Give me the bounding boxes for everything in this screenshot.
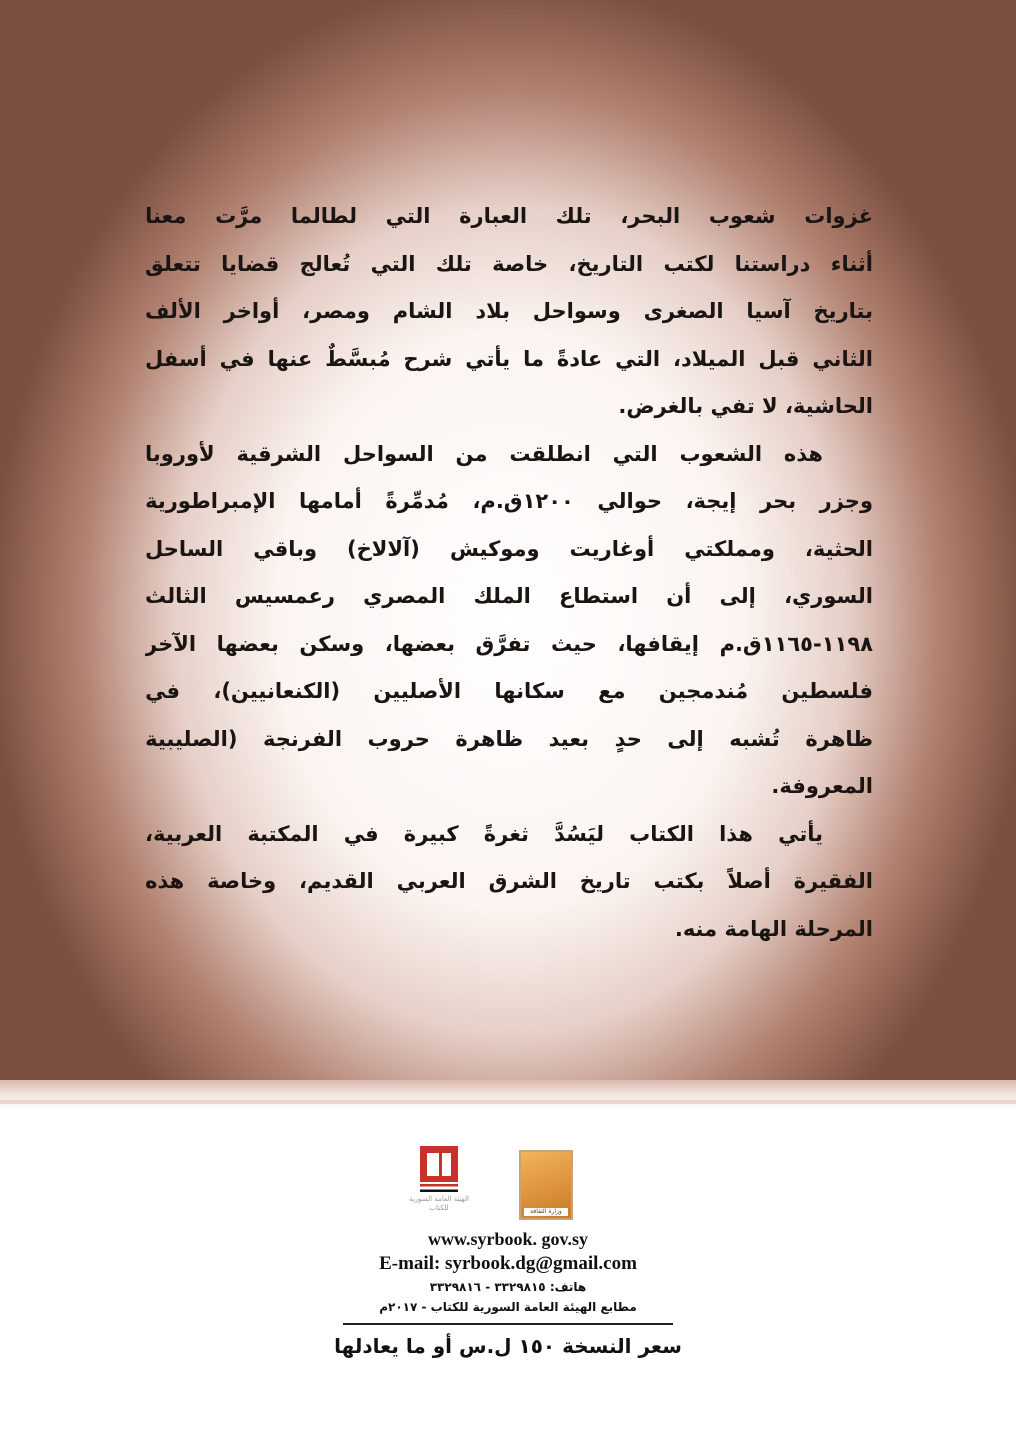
printer-text: مطابع الهيئة العامة السورية للكتاب - ٢٠١٧م bbox=[379, 1300, 637, 1314]
price-text: سعر النسخة ١٥٠ ل.س أو ما يعادلها bbox=[334, 1334, 682, 1358]
divider bbox=[343, 1323, 673, 1325]
text-line: المرحلة الهامة منه. bbox=[674, 916, 873, 941]
divider-stripe bbox=[0, 1100, 1016, 1104]
text-line: الحاشية، لا تفي بالغرض. bbox=[618, 394, 873, 418]
publisher-logos bbox=[0, 1140, 1016, 1225]
text-line: الثاني قبل الميلاد، التي عادةً ما يأتي شرح مُبسَّطٌ عنها في أسفل bbox=[145, 346, 873, 371]
ministry-logo-caption: وزارة الثقافة bbox=[524, 1208, 568, 1216]
text-line: وجزر بحر إيجة، حوالي ١٢٠٠ق.م، مُدمِّرةً أمامها الإمبراطورية bbox=[145, 489, 873, 513]
text-line: السوري، إلى أن استطاع الملك المصري رعمسيس الثالث bbox=[145, 584, 873, 608]
ministry-logo-icon bbox=[519, 1150, 573, 1220]
text-line: هذه الشعوب التي انطلقت من السواحل الشرقية لأوروبا bbox=[145, 441, 823, 466]
publisher-logo-caption: الهيئة العامة السورية للكتاب bbox=[409, 1195, 469, 1212]
text-line: الحثية، ومملكتي أوغاريت وموكيش (آلالاخ) وباقي الساحل bbox=[145, 536, 873, 561]
book-logo-icon bbox=[420, 1146, 458, 1182]
text-line: المعروفة. bbox=[771, 774, 873, 798]
text-line: أثناء دراستنا لكتب التاريخ، خاصة تلك التي تُعالج قضايا تتعلق bbox=[145, 251, 873, 276]
cover-band bbox=[0, 1080, 1016, 1110]
text-line: بتاريخ آسيا الصغرى وسواحل بلاد الشام ومصر، أواخر الألف bbox=[145, 299, 873, 323]
text-line: يأتي هذا الكتاب ليَسُدَّ ثغرةً كبيرة في المكتبة العربية، bbox=[145, 821, 823, 846]
website-link[interactable]: www.syrbook. gov.sy bbox=[427, 1229, 589, 1249]
phone-text: هاتف: ٣٣٢٩٨١٥ - ٣٣٢٩٨١٦ bbox=[429, 1280, 587, 1294]
text-line: ظاهرة تُشبه إلى حدٍ بعيد ظاهرة حروب الفرنجة (الصليبية bbox=[145, 726, 873, 751]
flag-icon bbox=[420, 1184, 458, 1192]
blurb-text bbox=[145, 193, 873, 953]
email-link[interactable]: E-mail: syrbook.dg@gmail.com bbox=[379, 1253, 637, 1274]
text-line: ١١٩٨-١١٦٥ق.م إيقافها، حيث تفرَّق بعضها، وسكن بعضها الآخر bbox=[145, 631, 873, 656]
text-line: الفقيرة أصلاً بكتب تاريخ الشرق العربي القديم، وخاصة هذه bbox=[145, 869, 873, 893]
text-line: فلسطين مُندمجين مع سكانها الأصليين (الكنعانيين)، في bbox=[145, 679, 873, 703]
text-line: غزوات شعوب البحر، تلك العبارة التي لطالما مرَّت معنا bbox=[145, 204, 873, 228]
